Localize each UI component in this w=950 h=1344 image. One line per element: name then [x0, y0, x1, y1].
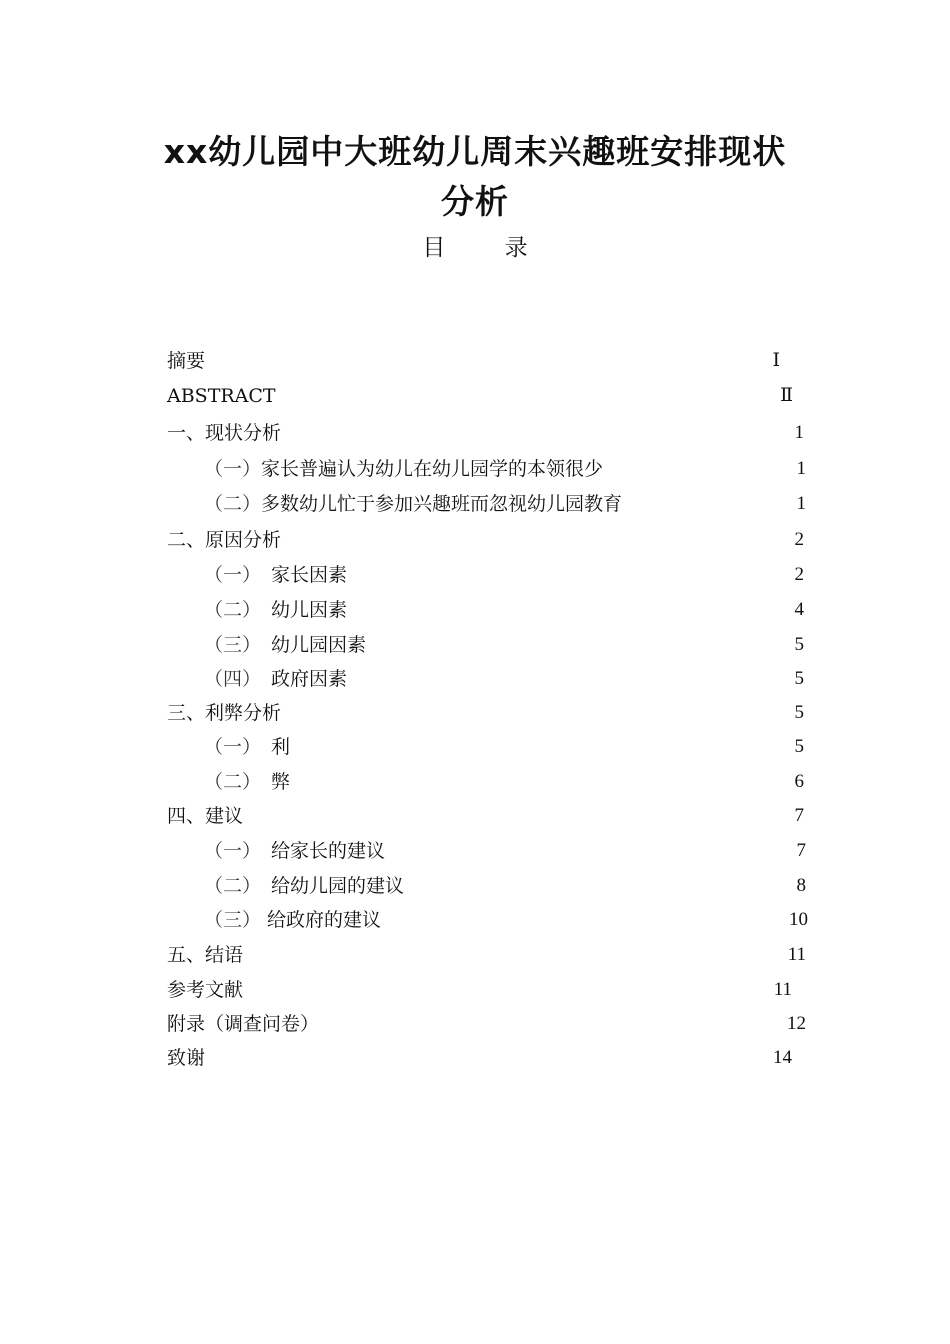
- toc-entry-page-number: 12: [787, 1013, 806, 1034]
- toc-entry-number: （二）: [204, 493, 262, 515]
- toc-entry-page-number: 4: [794, 599, 804, 620]
- toc-entry[interactable]: [204, 664, 804, 694]
- toc-entry-page-number: 5: [794, 736, 804, 757]
- toc-leader-dots: [383, 905, 787, 935]
- toc-entry-page-number: 6: [794, 771, 804, 792]
- toc-entry-number: （二）: [204, 771, 262, 793]
- toc-entry[interactable]: [204, 630, 804, 660]
- toc-leader-dots: [207, 346, 770, 376]
- toc-entry[interactable]: [204, 560, 804, 590]
- toc-entry-page-number: 7: [796, 840, 806, 861]
- toc-entry-page-number: 14: [773, 1047, 792, 1068]
- toc-entry-page-number: 2: [794, 529, 804, 550]
- toc-entry-label: 幼儿因素: [271, 599, 348, 621]
- toc-entry[interactable]: [167, 940, 806, 970]
- toc-entry-label: 给幼儿园的建议: [271, 875, 405, 897]
- toc-entry-label: 家长普遍认为幼儿在幼儿园学的本领很少: [261, 458, 604, 480]
- toc-entry-label: 五、结语: [167, 944, 244, 966]
- toc-entry-label: 四、建议: [167, 805, 244, 827]
- toc-entry[interactable]: [167, 975, 792, 1005]
- toc-entry-page-number: 1: [796, 458, 806, 479]
- toc-entry-number: （一）: [204, 458, 262, 480]
- toc-entry[interactable]: [167, 1043, 792, 1073]
- toc-entry-label: 三、利弊分析: [167, 702, 282, 724]
- toc-leader-dots: [368, 630, 792, 660]
- toc-leader-dots: [605, 454, 794, 484]
- toc-entry-page-number: 11: [787, 944, 806, 965]
- toc-entry[interactable]: [167, 381, 793, 411]
- toc-leader-dots: [278, 381, 778, 411]
- toc-entry-page-number: 2: [794, 564, 804, 585]
- toc-entry[interactable]: [204, 836, 806, 866]
- toc-entry-label: 利: [271, 736, 291, 758]
- toc-leader-dots: [349, 595, 792, 625]
- toc-entry[interactable]: [204, 489, 806, 519]
- toc-entry-page-number: 5: [794, 668, 804, 689]
- toc-entry[interactable]: [167, 1009, 806, 1039]
- toc-entry[interactable]: [204, 905, 808, 935]
- toc-entry[interactable]: [167, 525, 804, 555]
- toc-entry-label: 二、原因分析: [167, 529, 282, 551]
- toc-entry-label: 给家长的建议: [271, 840, 386, 862]
- toc-entry-label: 弊: [271, 771, 291, 793]
- toc-leader-dots: [321, 1009, 785, 1039]
- toc-entry-label: 一、现状分析: [167, 422, 282, 444]
- toc-entry-page-number: 8: [796, 875, 806, 896]
- toc-entry-page-number: 11: [773, 979, 792, 1000]
- toc-entry-label: 附录（调查问卷）: [167, 1013, 320, 1035]
- toc-entry-label: 多数幼儿忙于参加兴趣班而忽视幼儿园教育: [261, 493, 623, 515]
- toc-entry-number: （四）: [204, 668, 262, 690]
- toc-leader-dots: [283, 698, 792, 728]
- toc-leader-dots: [292, 767, 792, 797]
- toc-leader-dots: [283, 525, 792, 555]
- toc-leader-dots: [624, 489, 794, 519]
- toc-entry-page-number: Ⅱ: [780, 385, 793, 406]
- toc-entry[interactable]: [204, 767, 804, 797]
- toc-entry[interactable]: [204, 454, 806, 484]
- toc-entry-number: （二）: [204, 599, 262, 621]
- toc-leader-dots: [245, 801, 792, 831]
- toc-entry[interactable]: [167, 418, 804, 448]
- toc-entry[interactable]: [204, 595, 804, 625]
- toc-leader-dots: [349, 664, 792, 694]
- toc-entry[interactable]: [167, 801, 804, 831]
- toc-entry[interactable]: [204, 732, 804, 762]
- toc-entry-number: （三）: [204, 634, 262, 656]
- document-title-line2: 分析: [441, 182, 509, 221]
- toc-entry-number: （二）: [204, 875, 262, 897]
- toc-entry-label: 家长因素: [271, 564, 348, 586]
- toc-entry-label: ABSTRACT: [167, 385, 276, 407]
- toc-entry-number: （一）: [204, 564, 262, 586]
- toc-leader-dots: [245, 975, 772, 1005]
- toc-entry-page-number: 5: [794, 634, 804, 655]
- toc-entry[interactable]: [167, 346, 780, 376]
- toc-entry-page-number: 7: [794, 805, 804, 826]
- toc-entry-label: 致谢: [167, 1047, 206, 1069]
- toc-leader-dots: [349, 560, 792, 590]
- toc-entry-label: 摘要: [167, 350, 206, 372]
- toc-entry-page-number: 1: [796, 493, 806, 514]
- toc-entry-number: （一）: [204, 840, 262, 862]
- toc-entry-label: 参考文献: [167, 979, 244, 1001]
- toc-entry-label: 幼儿园因素: [271, 634, 367, 656]
- toc-entry[interactable]: [204, 871, 806, 901]
- toc-entry-page-number: 5: [794, 702, 804, 723]
- toc-leader-dots: [387, 836, 794, 866]
- toc-entry-number: （三）: [204, 909, 262, 931]
- toc-leader-dots: [245, 940, 786, 970]
- toc-entry-label: 政府因素: [271, 668, 348, 690]
- toc-leader-dots: [283, 418, 792, 448]
- toc-leader-dots: [207, 1043, 771, 1073]
- toc-entry-page-number: Ⅰ: [772, 350, 780, 371]
- toc-entry-number: （一）: [204, 736, 262, 758]
- toc-leader-dots: [292, 732, 792, 762]
- toc-entry-page-number: 10: [789, 909, 808, 930]
- toc-leader-dots: [406, 871, 794, 901]
- toc-entry-page-number: 1: [794, 422, 804, 443]
- toc-entry[interactable]: [167, 698, 804, 728]
- toc-entry-label: 给政府的建议: [267, 909, 382, 931]
- toc-heading: 目 录: [422, 235, 554, 261]
- document-title-line1: xx幼儿园中大班幼儿周末兴趣班安排现状: [163, 132, 787, 171]
